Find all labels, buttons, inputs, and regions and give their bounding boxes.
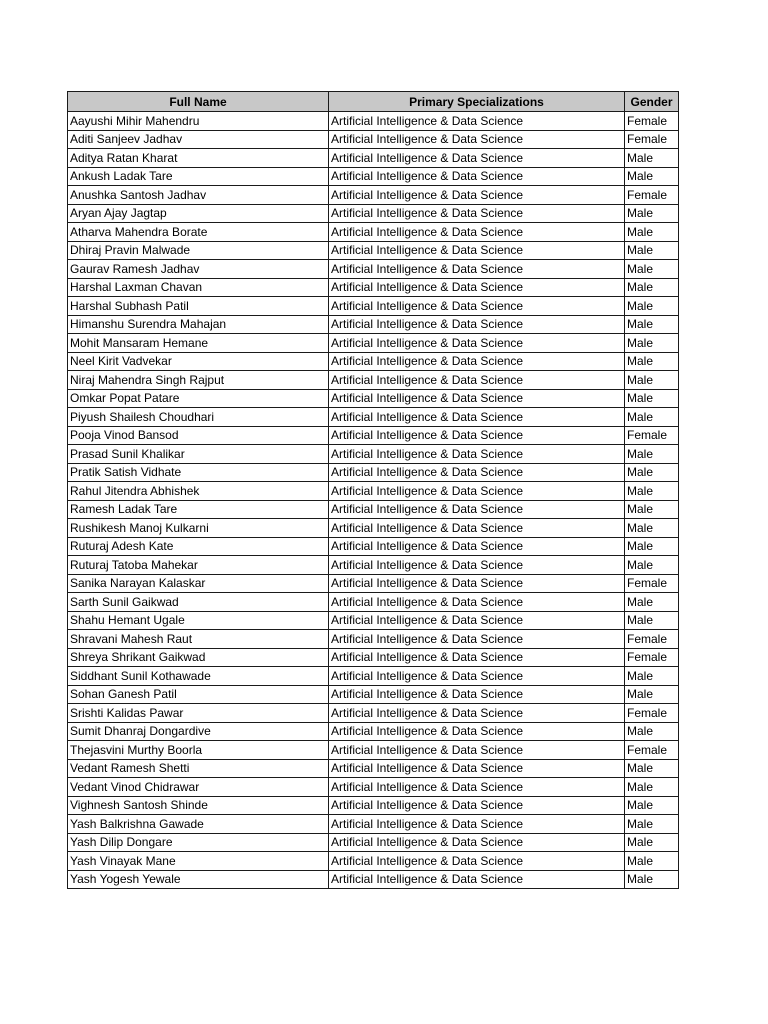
student-table (67, 91, 679, 889)
full-name-cell: Niraj Mahendra Singh Rajput (68, 371, 329, 390)
full-name-cell: Vedant Ramesh Shetti (68, 759, 329, 778)
specialization-cell: Artificial Intelligence & Data Science (329, 778, 625, 797)
table-row (68, 667, 679, 686)
full-name-cell: Ramesh Ladak Tare (68, 500, 329, 519)
gender-cell: Male (625, 722, 679, 741)
full-name-cell: Yash Balkrishna Gawade (68, 815, 329, 834)
specialization-cell: Artificial Intelligence & Data Science (329, 278, 625, 297)
full-name-cell: Dhiraj Pravin Malwade (68, 241, 329, 260)
specialization-cell: Artificial Intelligence & Data Science (329, 759, 625, 778)
full-name-cell: Yash Yogesh Yewale (68, 870, 329, 889)
table-row (68, 500, 679, 519)
table-row (68, 741, 679, 760)
gender-cell: Male (625, 611, 679, 630)
specialization-cell: Artificial Intelligence & Data Science (329, 852, 625, 871)
full-name-cell: Atharva Mahendra Borate (68, 223, 329, 242)
specialization-cell: Artificial Intelligence & Data Science (329, 741, 625, 760)
specialization-cell: Artificial Intelligence & Data Science (329, 371, 625, 390)
gender-cell: Female (625, 574, 679, 593)
table-row (68, 186, 679, 205)
specialization-cell: Artificial Intelligence & Data Science (329, 722, 625, 741)
full-name-cell: Pratik Satish Vidhate (68, 463, 329, 482)
specialization-cell: Artificial Intelligence & Data Science (329, 408, 625, 427)
gender-cell: Male (625, 759, 679, 778)
specialization-cell: Artificial Intelligence & Data Science (329, 149, 625, 168)
column-header-gender: Gender (625, 92, 679, 112)
specialization-cell: Artificial Intelligence & Data Science (329, 796, 625, 815)
table-row (68, 149, 679, 168)
table-row (68, 389, 679, 408)
gender-cell: Male (625, 870, 679, 889)
specialization-cell: Artificial Intelligence & Data Science (329, 648, 625, 667)
gender-cell: Female (625, 648, 679, 667)
specialization-cell: Artificial Intelligence & Data Science (329, 574, 625, 593)
table-row (68, 223, 679, 242)
specialization-cell: Artificial Intelligence & Data Science (329, 186, 625, 205)
specialization-cell: Artificial Intelligence & Data Science (329, 630, 625, 649)
table-row (68, 426, 679, 445)
specialization-cell: Artificial Intelligence & Data Science (329, 445, 625, 464)
specialization-cell: Artificial Intelligence & Data Science (329, 334, 625, 353)
gender-cell: Female (625, 741, 679, 760)
column-header-primary-specializations: Primary Specializations (329, 92, 625, 112)
table-header-row (68, 92, 679, 112)
gender-cell: Male (625, 315, 679, 334)
table-row (68, 574, 679, 593)
full-name-cell: Aditya Ratan Kharat (68, 149, 329, 168)
full-name-cell: Rahul Jitendra Abhishek (68, 482, 329, 501)
table-row (68, 408, 679, 427)
table-row (68, 778, 679, 797)
table-row (68, 611, 679, 630)
full-name-cell: Harshal Subhash Patil (68, 297, 329, 316)
specialization-cell: Artificial Intelligence & Data Science (329, 463, 625, 482)
table-row (68, 537, 679, 556)
gender-cell: Female (625, 186, 679, 205)
gender-cell: Male (625, 260, 679, 279)
full-name-cell: Piyush Shailesh Choudhari (68, 408, 329, 427)
gender-cell: Male (625, 445, 679, 464)
full-name-cell: Ankush Ladak Tare (68, 167, 329, 186)
table-row (68, 833, 679, 852)
specialization-cell: Artificial Intelligence & Data Science (329, 685, 625, 704)
full-name-cell: Vighnesh Santosh Shinde (68, 796, 329, 815)
gender-cell: Male (625, 519, 679, 538)
full-name-cell: Ruturaj Tatoba Mahekar (68, 556, 329, 575)
full-name-cell: Sumit Dhanraj Dongardive (68, 722, 329, 741)
specialization-cell: Artificial Intelligence & Data Science (329, 667, 625, 686)
gender-cell: Male (625, 408, 679, 427)
full-name-cell: Neel Kirit Vadvekar (68, 352, 329, 371)
full-name-cell: Thejasvini Murthy Boorla (68, 741, 329, 760)
full-name-cell: Shreya Shrikant Gaikwad (68, 648, 329, 667)
table-row (68, 815, 679, 834)
table-row (68, 870, 679, 889)
specialization-cell: Artificial Intelligence & Data Science (329, 112, 625, 131)
gender-cell: Male (625, 815, 679, 834)
full-name-cell: Gaurav Ramesh Jadhav (68, 260, 329, 279)
gender-cell: Male (625, 778, 679, 797)
gender-cell: Male (625, 667, 679, 686)
specialization-cell: Artificial Intelligence & Data Science (329, 704, 625, 723)
gender-cell: Male (625, 796, 679, 815)
full-name-cell: Shahu Hemant Ugale (68, 611, 329, 630)
gender-cell: Female (625, 130, 679, 149)
gender-cell: Female (625, 630, 679, 649)
table-row (68, 315, 679, 334)
gender-cell: Male (625, 204, 679, 223)
gender-cell: Male (625, 482, 679, 501)
gender-cell: Male (625, 241, 679, 260)
table-row (68, 297, 679, 316)
table-row (68, 685, 679, 704)
table-row (68, 112, 679, 131)
table-row (68, 241, 679, 260)
gender-cell: Male (625, 371, 679, 390)
full-name-cell: Omkar Popat Patare (68, 389, 329, 408)
full-name-cell: Aditi Sanjeev Jadhav (68, 130, 329, 149)
table-row (68, 334, 679, 353)
table-row (68, 260, 679, 279)
gender-cell: Male (625, 593, 679, 612)
specialization-cell: Artificial Intelligence & Data Science (329, 426, 625, 445)
full-name-cell: Sanika Narayan Kalaskar (68, 574, 329, 593)
specialization-cell: Artificial Intelligence & Data Science (329, 537, 625, 556)
gender-cell: Male (625, 223, 679, 242)
gender-cell: Male (625, 334, 679, 353)
table-row (68, 130, 679, 149)
specialization-cell: Artificial Intelligence & Data Science (329, 241, 625, 260)
full-name-cell: Rushikesh Manoj Kulkarni (68, 519, 329, 538)
table-row (68, 463, 679, 482)
table-row (68, 445, 679, 464)
specialization-cell: Artificial Intelligence & Data Science (329, 482, 625, 501)
specialization-cell: Artificial Intelligence & Data Science (329, 556, 625, 575)
gender-cell: Female (625, 704, 679, 723)
gender-cell: Male (625, 833, 679, 852)
gender-cell: Female (625, 112, 679, 131)
gender-cell: Male (625, 149, 679, 168)
full-name-cell: Pooja Vinod Bansod (68, 426, 329, 445)
table-row (68, 722, 679, 741)
table-row (68, 556, 679, 575)
table-row (68, 704, 679, 723)
specialization-cell: Artificial Intelligence & Data Science (329, 593, 625, 612)
specialization-cell: Artificial Intelligence & Data Science (329, 352, 625, 371)
gender-cell: Male (625, 352, 679, 371)
full-name-cell: Mohit Mansaram Hemane (68, 334, 329, 353)
gender-cell: Male (625, 852, 679, 871)
specialization-cell: Artificial Intelligence & Data Science (329, 167, 625, 186)
table-row (68, 519, 679, 538)
full-name-cell: Harshal Laxman Chavan (68, 278, 329, 297)
gender-cell: Male (625, 685, 679, 704)
table-row (68, 371, 679, 390)
table-row (68, 796, 679, 815)
specialization-cell: Artificial Intelligence & Data Science (329, 870, 625, 889)
specialization-cell: Artificial Intelligence & Data Science (329, 611, 625, 630)
full-name-cell: Prasad Sunil Khalikar (68, 445, 329, 464)
table-row (68, 204, 679, 223)
full-name-cell: Yash Vinayak Mane (68, 852, 329, 871)
column-header-full-name: Full Name (68, 92, 329, 112)
table-row (68, 759, 679, 778)
table-row (68, 167, 679, 186)
full-name-cell: Anushka Santosh Jadhav (68, 186, 329, 205)
gender-cell: Male (625, 297, 679, 316)
specialization-cell: Artificial Intelligence & Data Science (329, 204, 625, 223)
table-body (68, 112, 679, 889)
gender-cell: Male (625, 537, 679, 556)
table-row (68, 482, 679, 501)
gender-cell: Male (625, 389, 679, 408)
full-name-cell: Sarth Sunil Gaikwad (68, 593, 329, 612)
table-row (68, 352, 679, 371)
full-name-cell: Vedant Vinod Chidrawar (68, 778, 329, 797)
specialization-cell: Artificial Intelligence & Data Science (329, 833, 625, 852)
gender-cell: Male (625, 500, 679, 519)
specialization-cell: Artificial Intelligence & Data Science (329, 297, 625, 316)
gender-cell: Male (625, 556, 679, 575)
gender-cell: Male (625, 278, 679, 297)
full-name-cell: Ruturaj Adesh Kate (68, 537, 329, 556)
full-name-cell: Siddhant Sunil Kothawade (68, 667, 329, 686)
table-row (68, 852, 679, 871)
full-name-cell: Sohan Ganesh Patil (68, 685, 329, 704)
full-name-cell: Himanshu Surendra Mahajan (68, 315, 329, 334)
specialization-cell: Artificial Intelligence & Data Science (329, 500, 625, 519)
specialization-cell: Artificial Intelligence & Data Science (329, 260, 625, 279)
table-row (68, 593, 679, 612)
table-row (68, 630, 679, 649)
full-name-cell: Srishti Kalidas Pawar (68, 704, 329, 723)
specialization-cell: Artificial Intelligence & Data Science (329, 815, 625, 834)
table-row (68, 278, 679, 297)
full-name-cell: Aryan Ajay Jagtap (68, 204, 329, 223)
gender-cell: Female (625, 426, 679, 445)
full-name-cell: Yash Dilip Dongare (68, 833, 329, 852)
gender-cell: Male (625, 167, 679, 186)
specialization-cell: Artificial Intelligence & Data Science (329, 315, 625, 334)
specialization-cell: Artificial Intelligence & Data Science (329, 223, 625, 242)
full-name-cell: Aayushi Mihir Mahendru (68, 112, 329, 131)
gender-cell: Male (625, 463, 679, 482)
specialization-cell: Artificial Intelligence & Data Science (329, 519, 625, 538)
specialization-cell: Artificial Intelligence & Data Science (329, 130, 625, 149)
specialization-cell: Artificial Intelligence & Data Science (329, 389, 625, 408)
full-name-cell: Shravani Mahesh Raut (68, 630, 329, 649)
table-row (68, 648, 679, 667)
